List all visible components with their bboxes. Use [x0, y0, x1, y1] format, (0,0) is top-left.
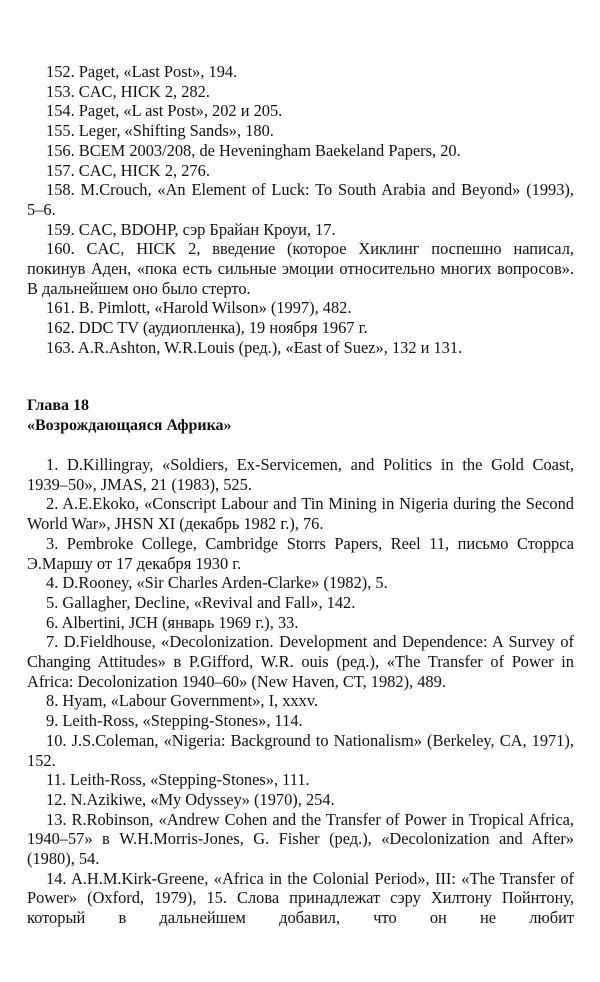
endnote: 162. DDC TV (аудиопленка), 19 ноября 1967 г.	[46, 318, 368, 338]
chapter-number: Глава 18	[27, 397, 89, 414]
endnote: 155. Leger, «Shifting Sands», 180.	[46, 121, 274, 141]
endnotes-previous-chapter	[27, 62, 574, 358]
endnote: 3. Pembroke College, Cambridge Storrs Papers, Reel 11, письмо Сторрса Э.Маршу от 17 декабря 1930 г.	[27, 533, 574, 573]
endnote: 6. Albertini, JCH (январь 1969 г.), 33.	[46, 612, 299, 632]
endnote: 4. D.Rooney, «Sir Charles Arden-Clarke» (1982), 5.	[46, 573, 388, 593]
endnote: 154. Paget, «L ast Post», 202 и 205.	[46, 101, 283, 121]
endnote: 10. J.S.Coleman, «Nigeria: Background to Nationalism» (Berkeley, CA, 1971), 152.	[27, 730, 574, 770]
endnote: 161. B. Pimlott, «Harold Wilson» (1997), 482.	[46, 298, 352, 318]
endnote: 11. Leith-Ross, «Stepping-Stones», 111.	[46, 770, 310, 790]
chapter-heading	[27, 396, 574, 436]
endnote: 160. CAC, HICK 2, введение (которое Хиклинг поспешно написал, покинув Аден, «пока есть сильные эмоции относительно многих вопросов». В дальнейшем оно было стерто.	[27, 239, 574, 298]
endnote: 12. N.Azikiwe, «My Odyssey» (1970), 254.	[46, 789, 335, 809]
endnote: 153. CAC, HICK 2, 282.	[46, 81, 210, 101]
endnote: 5. Gallagher, Decline, «Revival and Fall», 142.	[46, 592, 356, 612]
endnote: 2. A.E.Ekoko, «Conscript Labour and Tin Mining in Nigeria during the Second World War», JHSN XI (декабрь 1982 г.), 76.	[27, 494, 574, 534]
chapter-title: «Возрождающаяся Африка»	[27, 417, 232, 434]
endnote: 152. Paget, «Last Post», 194.	[46, 62, 238, 81]
endnote: 9. Leith-Ross, «Stepping-Stones», 114.	[46, 711, 303, 731]
endnote: 1. D.Killingray, «Soldiers, Ex-Servicemen, and Politics in the Gold Coast, 1939–50», JMAS, 21 (1983), 525.	[27, 455, 574, 494]
endnote: 7. D.Fieldhouse, «Decolonization. Development and Dependence: A Survey of Changing Attitudes» в P.Gifford, W.R. ouis (ред.), «The Transfer of Power in Africa: Decolonization 1940–60» (New Haven, CT, 1982), 489.	[27, 632, 574, 691]
endnote: 13. R.Robinson, «Andrew Cohen and the Transfer of Power in Tropical Africa, 1940–57» в W.H.Morris-Jones, G. Fisher (ред.), «Decolonization and After» (1980), 54.	[27, 809, 574, 869]
endnote: 163. A.R.Ashton, W.R.Louis (ред.), «East of Suez», 132 и 131.	[46, 337, 463, 357]
endnote: 158. M.Crouch, «An Element of Luck: To South Arabia and Beyond» (1993), 5–6.	[27, 180, 574, 219]
endnote: 8. Hyam, «Labour Government», I, xxxv.	[46, 691, 319, 711]
endnote: 14. A.H.M.Kirk-Greene, «Africa in the Colonial Period», III: «The Transfer of Power» (Oxford, 1979), 15. Слова принадлежат сэру Хилтону Пойнтону, который в дальнейшем добавил, что он не любит	[27, 868, 574, 928]
endnotes-chapter-18	[27, 455, 574, 928]
endnote: 157. CAC, HICK 2, 276.	[46, 160, 210, 180]
endnote: 156. BCEM 2003/208, de Heveningham Baekeland Papers, 20.	[46, 140, 461, 160]
endnote: 159. CAC, BDOHP, сэр Брайан Кроуи, 17.	[46, 219, 336, 239]
